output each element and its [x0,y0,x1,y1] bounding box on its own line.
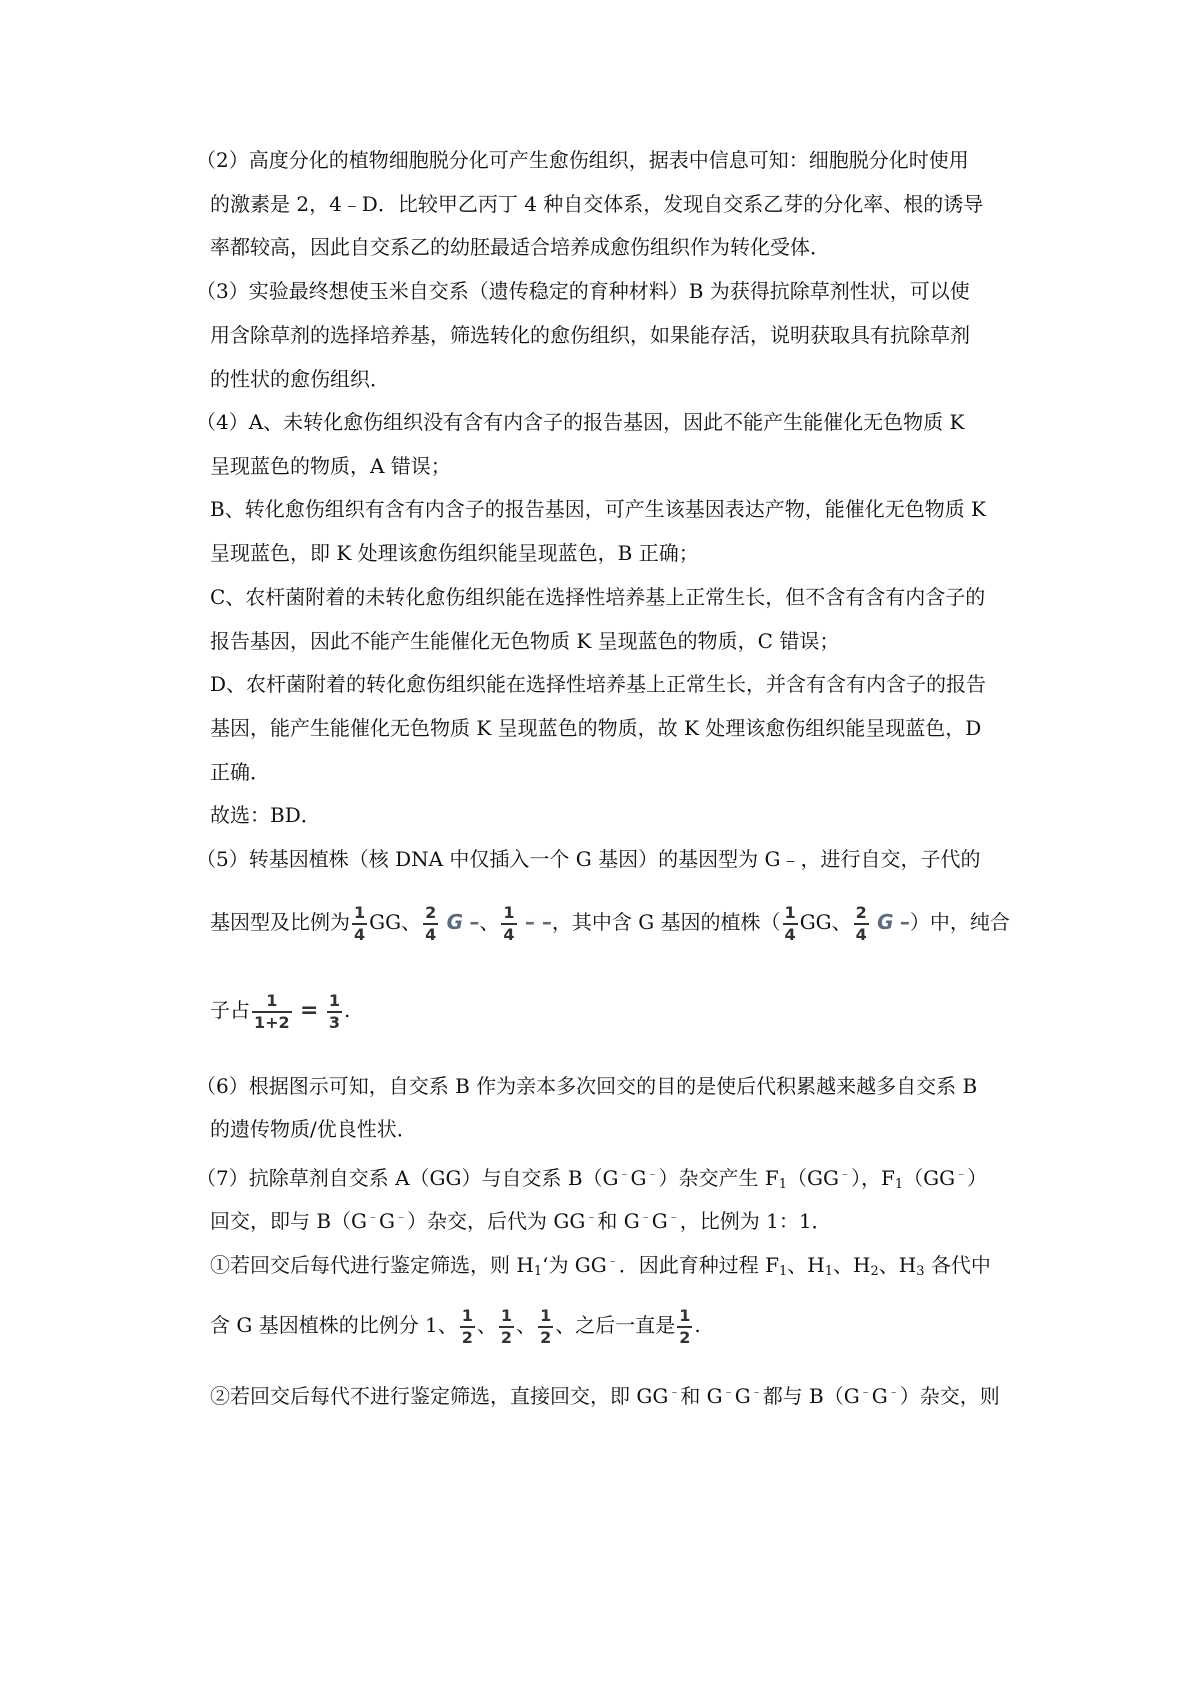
sup: ﹣ [585,1209,598,1223]
sub: 1 [894,1177,904,1192]
sub: 1 [778,1177,788,1192]
text: ） [967,1166,988,1190]
p7-case-1-line-2 [210,1303,701,1347]
sup: ﹣ [667,1209,680,1223]
fraction-1-2 [538,1305,553,1347]
sup: ﹣ [639,1209,652,1223]
fraction-1-2 [460,1305,475,1347]
p7-case-1-line-1 [210,1246,991,1279]
p2-line-1: （2）高度分化的植物细胞脱分化可产生愈伤组织，据表中信息可知：细胞脱分化时使用 [196,148,969,172]
text: ，比例为 1：1． [679,1209,832,1233]
denominator: 1+2 [254,1012,290,1032]
genotype-gg: GG、 [369,910,422,934]
text: （GG [903,1166,956,1190]
p7-line-1 [196,1159,988,1192]
sup: ﹣ [722,1384,735,1398]
denominator: 2 [461,1327,473,1347]
genotype-minus-minus: – – [524,910,552,934]
sub: 2 [870,1264,879,1279]
sup: ﹣ [395,1209,408,1223]
p5-line-3 [210,988,350,1032]
numerator: 1 [503,902,515,922]
fraction-1-over-1plus2 [252,990,292,1032]
denominator: 4 [354,924,366,944]
text: ．因此育种过程 F [618,1253,780,1277]
text: G [871,1384,888,1408]
p4-c-line-2: 报告基因，因此不能产生能催化无色物质 K 呈现蓝色的物质，C 错误； [210,629,840,653]
sup: ﹣ [606,1253,619,1267]
p5-line-1: （5）转基因植株（核 DNA 中仅插入一个 G 基因）的基因型为 G﹣，进行自交，子代的 [196,847,981,871]
denominator: 2 [500,1327,513,1347]
text: 、H [878,1253,917,1277]
sup: ﹣ [646,1166,659,1180]
sup: ﹣ [887,1384,900,1398]
sup: ﹣ [859,1384,872,1398]
fraction-1-2 [677,1305,692,1347]
fraction-1-2 [499,1305,514,1347]
p6-line-1: （6）根据图示可知，自交系 B 作为亲本多次回交的目的是使后代积累越来越多自交系 B [196,1074,978,1098]
text: G [379,1209,396,1233]
text: （GG [787,1166,839,1190]
text: ②若回交后每代不进行鉴定筛选，直接回交，即 GG [210,1384,669,1408]
sup: ﹣ [618,1166,631,1180]
separator: 、 [516,1313,537,1337]
text: ）杂交，则 [899,1384,1000,1408]
numerator: 1 [540,1305,552,1325]
numerator: 1 [679,1305,691,1325]
fraction-1-3 [327,990,342,1032]
numerator: 1 [461,1305,473,1325]
sup: ﹣ [668,1384,681,1398]
p7-case-2-line-1 [210,1377,1000,1408]
text: 、H [833,1253,871,1277]
p4-a-line-1: （4）A、未转化愈伤组织没有含有内含子的报告基因，因此不能产生能催化无色物质 K [196,410,965,434]
p4-b-line-1: B、转化愈伤组织有含有内含子的报告基因，可产生该基因表达产物，能催化无色物质 K [210,497,986,521]
text: 和 G [680,1384,723,1408]
numerator: 2 [855,902,867,922]
denominator: 3 [328,1012,340,1032]
sup: ﹣ [367,1209,380,1223]
text: ），F [851,1166,895,1190]
genotype-minus-2: – [899,910,910,934]
text: 含 G 基因植株的比例分 1、 [210,1313,458,1337]
text: （7）抗除草剂自交系 A（GG）与自交系 B（G [196,1166,619,1190]
p5-line-2-middle: ，其中含 G 基因的植株（ [551,910,781,934]
p6-line-2: 的遗传物质/优良性状． [210,1117,417,1141]
sub: 1 [533,1264,543,1279]
p5-line-2-suffix: ）中，纯合 [909,910,1010,934]
p5-line-3-prefix: 子占 [210,998,250,1022]
denominator: 4 [784,924,796,944]
denominator: 4 [425,924,437,944]
p4-b-line-2: 呈现蓝色，即 K 处理该愈伤组织能呈现蓝色，B 正确； [210,541,699,565]
genotype-minus: – [469,910,480,934]
p7-line-2 [210,1202,832,1233]
text: G [734,1384,751,1408]
p4-a-line-2: 呈现蓝色的物质，A 错误； [210,454,451,478]
text: G [630,1166,647,1190]
text: 各代中 [924,1253,991,1277]
sup: ﹣ [750,1384,763,1398]
p4-d-line-2: 基因，能产生能催化无色物质 K 呈现蓝色的物质，故 K 处理该愈伤组织能呈现蓝色，D [210,716,982,740]
text: . [694,1313,701,1337]
separator: 、 [476,1313,497,1337]
p5-line-2 [210,900,1010,944]
denominator: 4 [855,924,867,944]
p3-line-1: （3）实验最终想使玉米自交系（遗传稳定的育种材料）B 为获得抗除草剂性状，可以使 [196,279,970,303]
sup: ﹣ [839,1166,852,1180]
text: 回交，即与 B（G [210,1209,368,1233]
text: ）杂交产生 F [658,1166,779,1190]
sub: 1 [779,1264,788,1279]
separator: 、 [479,910,500,934]
text: 都与 B（G [762,1384,860,1408]
numerator: 1 [354,902,366,922]
p3-line-3: 的性状的愈伤组织． [210,367,390,391]
numerator: 1 [266,990,278,1010]
fraction-2-4 [423,902,438,944]
sup: ﹣ [955,1166,968,1180]
p2-line-3: 率都较高，因此自交系乙的幼胚最适合培养成愈伤组织作为转化受体． [210,235,830,259]
p4-c-line-1: C、农杆菌附着的未转化愈伤组织能在选择性培养基上正常生长，但不含有含有内含子的 [210,585,986,609]
p4-d-line-3: 正确． [210,760,270,784]
text: 和 G [597,1209,640,1233]
equals-sign: = [300,998,319,1023]
denominator: 2 [540,1327,552,1347]
p3-line-2: 用含除草剂的选择培养基，筛选转化的愈伤组织，如果能存活，说明获取具有抗除草剂 [210,323,970,347]
p4-answer: 故选：BD． [210,803,321,827]
p5-line-3-suffix: . [343,998,351,1022]
genotype-g-2: G [877,910,894,934]
fraction-1-4-b [501,902,516,944]
text: 、之后一直是 [555,1313,676,1337]
fraction-1-4-c [783,902,798,944]
text: G [651,1209,668,1233]
numerator: 1 [500,1305,513,1325]
sub: 3 [916,1264,925,1279]
numerator: 2 [425,902,437,922]
denominator: 4 [503,924,515,944]
genotype-g: G [446,910,464,934]
fraction-1-4 [352,902,367,944]
text: 、H [787,1253,825,1277]
text: ①若回交后每代进行鉴定筛选，则 H [210,1253,534,1277]
sub: 1 [824,1264,834,1279]
fraction-2-4-b [854,902,869,944]
denominator: 2 [679,1327,691,1347]
genotype-gg-2: GG、 [799,910,852,934]
numerator: 1 [784,902,796,922]
numerator: 1 [328,990,340,1010]
p5-line-2-prefix: 基因型及比例为 [210,910,350,934]
p2-line-2: 的激素是 2，4﹣D．比较甲乙丙丁 4 种自交体系，发现自交系乙芽的分化率、根的诱导 [210,192,984,216]
text: ）杂交，后代为 GG [407,1209,586,1233]
text: ‘为 GG [542,1253,607,1277]
p4-d-line-1: D、农杆菌附着的转化愈伤组织能在选择性培养基上正常生长，并含有含有内含子的报告 [210,672,987,696]
